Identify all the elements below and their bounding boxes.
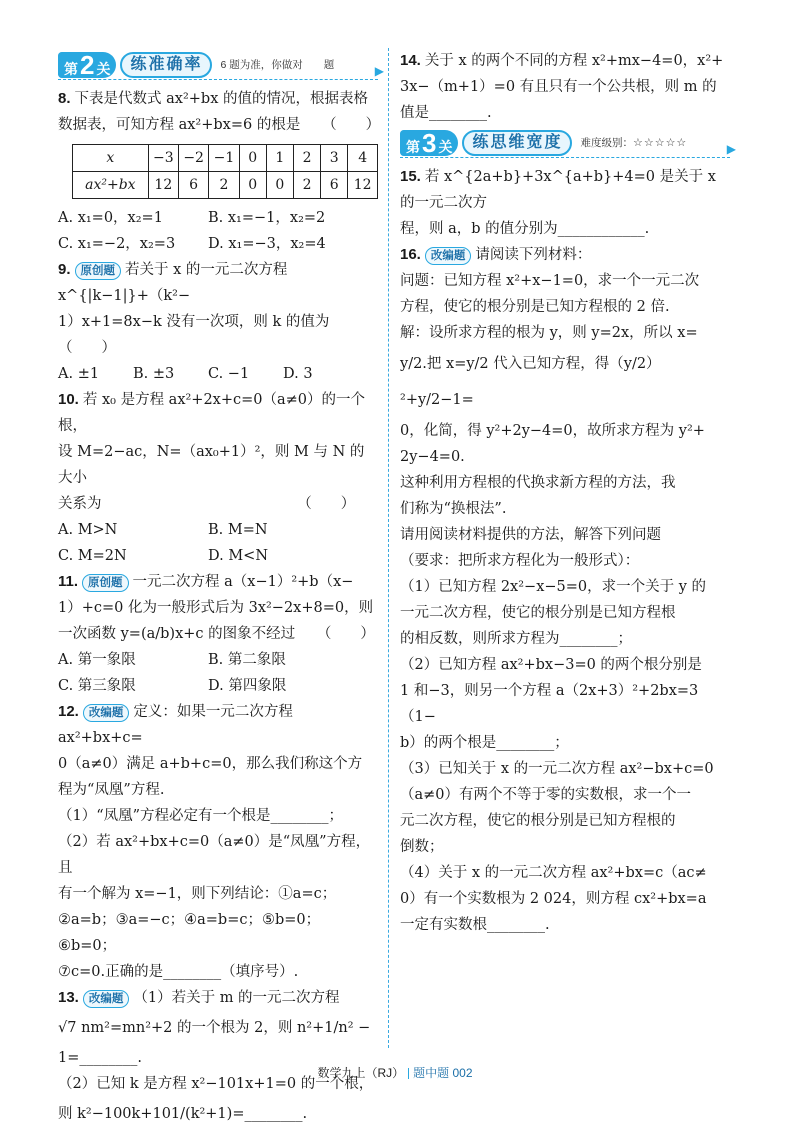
- option-d: D. 3: [283, 366, 313, 382]
- option-a: A. ±1: [58, 366, 100, 382]
- option-c: C. 第三象限: [58, 678, 136, 694]
- question-13: [58, 985, 378, 1131]
- star-icon: ☆☆☆☆☆: [632, 137, 688, 149]
- section-title: 练准确率: [120, 52, 212, 78]
- footer-divider: [408, 1068, 409, 1079]
- table-cell: 0: [266, 172, 293, 199]
- question-number: 14.: [400, 52, 421, 69]
- pass-badge: [58, 52, 116, 78]
- question-text: 设 M=2−ac，N=（ax₀+1）²，则 M 与 N 的大小: [58, 444, 365, 486]
- question-text: 1）x+1=8x−k 没有一次项，则 k 的值为（ ）: [58, 314, 330, 356]
- option-d: D. x₁=−3，x₂=4: [208, 236, 326, 252]
- question-text: 0）有一个实数根为 2 024，则方程 cx²+bx=a: [400, 891, 707, 907]
- table-cell: x: [73, 145, 149, 172]
- option-a: A. 第一象限: [58, 652, 136, 668]
- adapted-tag: 改编题: [425, 247, 472, 265]
- option-c: C. M=2N: [58, 548, 127, 564]
- question-text: 2y−4=0.: [400, 449, 465, 465]
- question-text: √7 nm²=mn²+2 的一个根为 2，则 n²+1/n² −: [58, 1020, 371, 1036]
- options: [58, 205, 378, 257]
- option-b: B. M=N: [208, 522, 268, 538]
- option-a: A. x₁=0，x₂=1: [58, 210, 163, 226]
- question-number: 10.: [58, 391, 79, 408]
- question-text: ②a=b；③a=−c；④a=b=c；⑤b=0；⑥b=0；: [58, 912, 321, 954]
- original-tag: 原创题: [75, 262, 122, 280]
- question-number: 11.: [58, 573, 79, 590]
- question-text: 1 和−3，则另一个方程 a（2x+3）²+2bx=3（1−: [400, 683, 699, 725]
- question-text: （3）已知关于 x 的一元二次方程 ax²−bx+c=0: [400, 761, 714, 777]
- right-column: [400, 48, 736, 938]
- table-cell: 0: [239, 172, 266, 199]
- pass-suffix: 关: [96, 61, 111, 77]
- question-number: 13.: [58, 989, 79, 1006]
- question-text: y/2.把 x=y/2 代入已知方程，得（y/2）²+y/2−1=: [400, 356, 661, 408]
- question-text: 请用阅读材料提供的方法，解答下列问题: [400, 527, 661, 543]
- question-text: 若 x^{2a+b}+3x^{a+b}+4=0 是关于 x 的一元二次方: [400, 169, 716, 211]
- question-text: 的相反数，则所求方程为________；: [400, 631, 632, 647]
- table-cell: 0: [239, 145, 266, 172]
- question-text: 关系为 （ ）: [58, 496, 356, 512]
- section-title: 练思维宽度: [462, 130, 572, 156]
- options: [58, 517, 378, 569]
- question-9: [58, 257, 378, 387]
- question-text: 若关于 x 的一元二次方程 x^{|k−1|}+（k²−: [58, 262, 288, 304]
- table-row: [73, 172, 378, 199]
- difficulty-label: 难度级别：: [580, 137, 633, 149]
- question-text: 元二次方程，使它的根分别是已知方程根的: [400, 813, 676, 829]
- question-text: 下表是代数式 ax²+bx 的值的情况，根据表格: [74, 91, 368, 107]
- question-text: ⑦c=0.正确的是________（填序号）.: [58, 964, 299, 980]
- page-number: 002: [452, 1066, 473, 1080]
- question-number: 16.: [400, 246, 421, 263]
- arrow-right-icon: ▶: [726, 142, 736, 156]
- question-text: 方程，使它的根分别是已知方程根的 2 倍.: [400, 299, 670, 315]
- question-text: 1）+c=0 化为一般形式后为 3x²−2x+8=0，则: [58, 600, 374, 616]
- table-cell: −2: [178, 145, 208, 172]
- question-text: 倒数；: [400, 839, 444, 855]
- table-cell: ax²+bx: [73, 172, 149, 199]
- question-text: b）的两个根是________；: [400, 735, 569, 751]
- question-11: [58, 569, 378, 699]
- question-text: （1）“凤凰”方程必定有一个根是________；: [58, 808, 344, 824]
- adapted-tag: 改编题: [83, 704, 130, 722]
- question-text: 程，则 a，b 的值分别为____________.: [400, 221, 650, 237]
- left-column: [58, 48, 384, 1131]
- column-divider: [388, 48, 389, 1048]
- difficulty-note: [580, 130, 687, 156]
- question-text: 值是________.: [400, 105, 492, 121]
- option-c: C. −1: [208, 366, 250, 382]
- value-table: [72, 144, 378, 199]
- question-number: 12.: [58, 703, 79, 720]
- question-text: 一定有实数根________.: [400, 917, 550, 933]
- option-b: B. x₁=−1，x₂=2: [208, 210, 326, 226]
- question-text: 一次函数 y=(a/b)x+c 的图象不经过 （ ）: [58, 626, 375, 642]
- question-text: （a≠0）有两个不等于零的实数根，求一个一: [400, 787, 692, 803]
- question-text: （1）若关于 m 的一元二次方程: [133, 990, 340, 1006]
- question-text: 请阅读下列材料：: [475, 247, 592, 263]
- table-cell: 1: [266, 145, 293, 172]
- question-number: 8.: [58, 90, 71, 107]
- table-cell: 2: [209, 172, 239, 199]
- question-number: 9.: [58, 261, 71, 278]
- pass-prefix: 第: [64, 61, 78, 77]
- question-text: （2）已知方程 ax²+bx−3=0 的两个根分别是: [400, 657, 702, 673]
- question-text: 关于 x 的两个不同的方程 x²+mx−4=0，x²+: [424, 53, 724, 69]
- question-text: 程为“凤凰”方程.: [58, 782, 165, 798]
- question-text: （1）已知方程 2x²−x−5=0，求一个关于 y 的: [400, 579, 707, 595]
- question-number: 15.: [400, 168, 421, 185]
- question-text: （要求：把所求方程化为一般形式）：: [400, 553, 640, 569]
- options: [58, 361, 378, 387]
- table-cell: 4: [348, 145, 378, 172]
- pass-number: 3: [422, 128, 437, 158]
- original-tag: 原创题: [82, 574, 129, 592]
- question-text: 3x−（m+1）=0 有且只有一个公共根，则 m 的: [400, 79, 717, 95]
- question-text: （2）已知 k 是方程 x²−101x+1=0 的一个根，: [58, 1076, 374, 1092]
- table-row: [73, 145, 378, 172]
- question-text: （4）关于 x 的一元二次方程 ax²+bx=c（ac≠: [400, 865, 707, 881]
- pass-suffix: 关: [438, 139, 453, 155]
- table-cell: 6: [178, 172, 208, 199]
- question-text: 定义：如果一元二次方程 ax²+bx+c=: [58, 704, 293, 746]
- section-banner-2: [58, 48, 384, 82]
- option-b: B. 第二象限: [208, 652, 286, 668]
- table-cell: −1: [209, 145, 239, 172]
- question-text: 一元二次方程 a（x−1）²+b（x−: [132, 574, 354, 590]
- question-12: [58, 699, 378, 985]
- score-note: 6 题为准，你做对 题: [220, 59, 335, 71]
- table-cell: 12: [348, 172, 378, 199]
- question-text: （2）若 ax²+bx+c=0（a≠0）是“凤凰”方程，且: [58, 834, 371, 876]
- option-d: D. 第四象限: [208, 678, 287, 694]
- question-text: 有一个解为 x=−1，则下列结论：①a=c；: [58, 886, 337, 902]
- table-cell: 2: [293, 172, 320, 199]
- question-text: 问题：已知方程 x²+x−1=0，求一个一元二次: [400, 273, 700, 289]
- table-cell: 2: [293, 145, 320, 172]
- question-text: 们称为“换根法”.: [400, 501, 507, 517]
- pass-badge: [400, 130, 458, 156]
- question-text: 1=________.: [58, 1050, 142, 1066]
- question-16: [400, 242, 730, 938]
- adapted-tag: 改编题: [83, 990, 130, 1008]
- section-banner-3: [400, 126, 736, 160]
- question-text: 则 k²−100k+101/(k²+1)=________.: [58, 1106, 308, 1122]
- page-footer: [0, 1064, 790, 1081]
- question-text: 这种利用方程根的代换求新方程的方法，我: [400, 475, 676, 491]
- options: [58, 647, 378, 699]
- option-c: C. x₁=−2，x₂=3: [58, 236, 176, 252]
- table-cell: 6: [321, 172, 348, 199]
- question-14: [400, 48, 730, 126]
- question-10: [58, 387, 378, 569]
- question-text: 若 x₀ 是方程 ax²+2x+c=0（a≠0）的一个根，: [58, 392, 366, 434]
- option-d: D. M<N: [208, 548, 269, 564]
- brand-label: 题中题: [413, 1066, 450, 1080]
- question-text: 数据表，可知方程 ax²+bx=6 的根是 （ ）: [58, 117, 381, 133]
- question-text: 一元二次方程，使它的根分别是已知方程根: [400, 605, 676, 621]
- table-cell: 3: [321, 145, 348, 172]
- subject-label: 数学九上（RJ）: [317, 1066, 405, 1080]
- question-8: [58, 86, 381, 257]
- arrow-right-icon: ▶: [374, 64, 384, 78]
- table-cell: 12: [148, 172, 178, 199]
- option-b: B. ±3: [133, 366, 175, 382]
- pass-prefix: 第: [406, 139, 420, 155]
- table-cell: −3: [148, 145, 178, 172]
- question-15: [400, 164, 730, 242]
- pass-number: 2: [80, 50, 95, 80]
- question-text: 0，化简，得 y²+2y−4=0，故所求方程为 y²+: [400, 423, 705, 439]
- option-a: A. M>N: [58, 522, 118, 538]
- question-text: 解：设所求方程的根为 y，则 y=2x，所以 x=: [400, 325, 698, 341]
- question-text: 0（a≠0）满足 a+b+c=0，那么我们称这个方: [58, 756, 363, 772]
